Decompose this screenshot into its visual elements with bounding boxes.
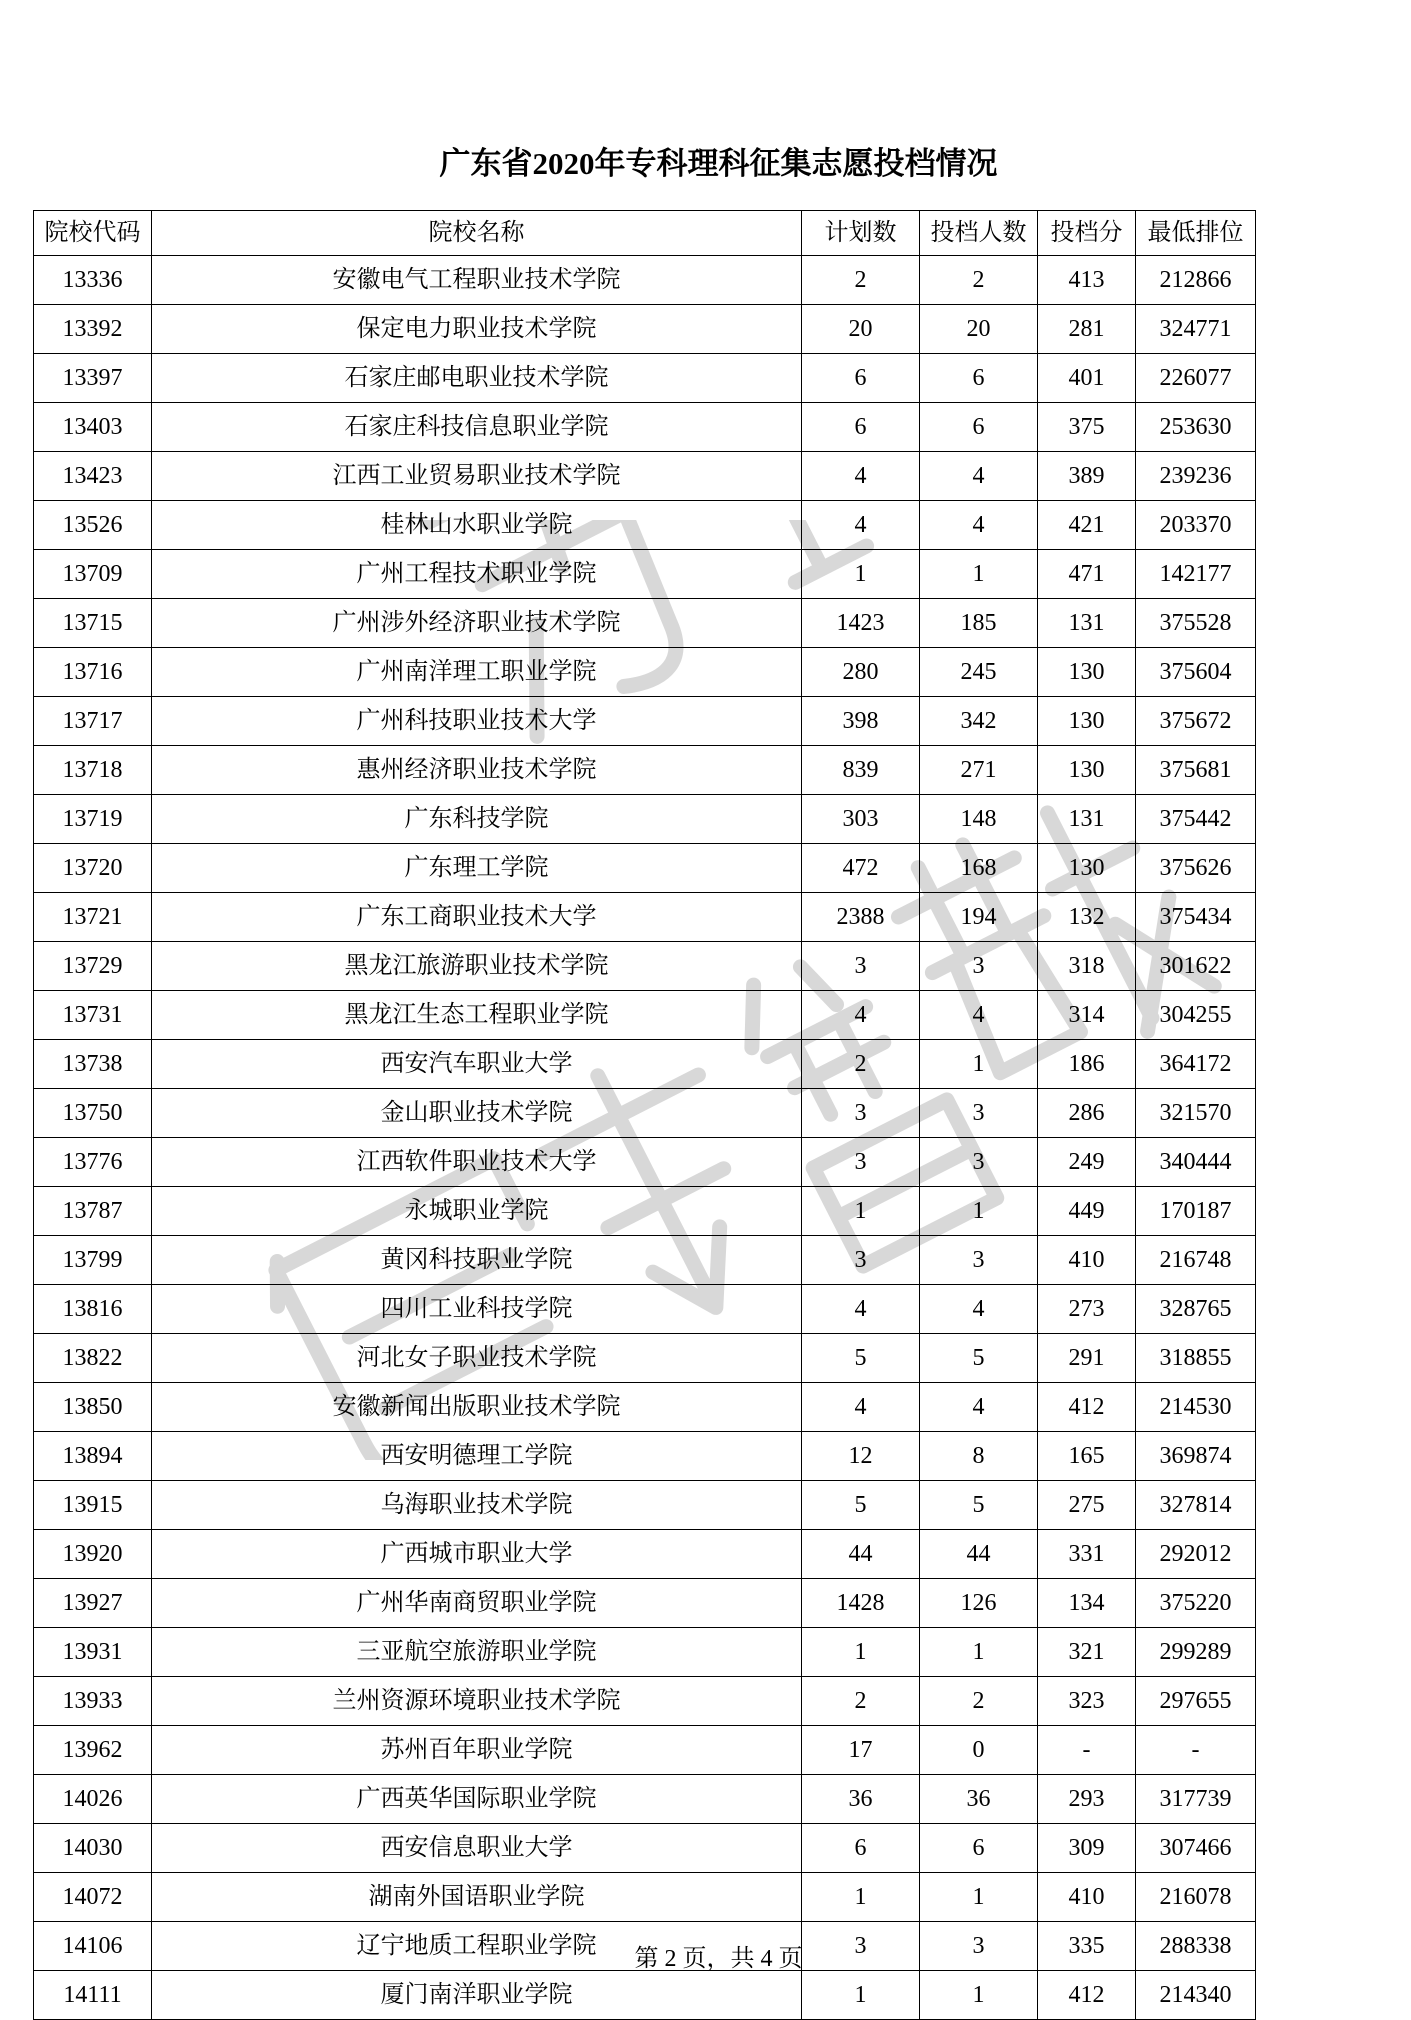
cell-code: 14026 bbox=[34, 1775, 152, 1824]
cell-score: 375 bbox=[1038, 403, 1136, 452]
cell-rank: 239236 bbox=[1136, 452, 1256, 501]
cell-score: 412 bbox=[1038, 1383, 1136, 1432]
cell-score: 335 bbox=[1038, 1922, 1136, 1971]
cell-name: 广东工商职业技术大学 bbox=[152, 893, 802, 942]
table-row bbox=[34, 305, 1256, 354]
cell-plan: 1 bbox=[802, 550, 920, 599]
cell-name: 乌海职业技术学院 bbox=[152, 1481, 802, 1530]
table-row bbox=[34, 550, 1256, 599]
cell-code: 13718 bbox=[34, 746, 152, 795]
cell-admitted: 5 bbox=[920, 1481, 1038, 1530]
cell-rank: 375442 bbox=[1136, 795, 1256, 844]
cell-plan: 17 bbox=[802, 1726, 920, 1775]
cell-admitted: 44 bbox=[920, 1530, 1038, 1579]
cell-score: 130 bbox=[1038, 746, 1136, 795]
cell-score: 273 bbox=[1038, 1285, 1136, 1334]
table-row bbox=[34, 1334, 1256, 1383]
cell-score: 293 bbox=[1038, 1775, 1136, 1824]
cell-name: 江西软件职业技术大学 bbox=[152, 1138, 802, 1187]
table-row bbox=[34, 354, 1256, 403]
cell-admitted: 4 bbox=[920, 991, 1038, 1040]
cell-rank: 364172 bbox=[1136, 1040, 1256, 1089]
cell-admitted: 8 bbox=[920, 1432, 1038, 1481]
cell-name: 广州工程技术职业学院 bbox=[152, 550, 802, 599]
cell-admitted: 185 bbox=[920, 599, 1038, 648]
table-row bbox=[34, 1971, 1256, 2020]
cell-plan: 2 bbox=[802, 256, 920, 305]
cell-name: 石家庄科技信息职业学院 bbox=[152, 403, 802, 452]
cell-code: 13729 bbox=[34, 942, 152, 991]
cell-code: 13738 bbox=[34, 1040, 152, 1089]
cell-code: 14106 bbox=[34, 1922, 152, 1971]
cell-code: 13850 bbox=[34, 1383, 152, 1432]
cell-code: 13717 bbox=[34, 697, 152, 746]
cell-plan: 3 bbox=[802, 1922, 920, 1971]
data-table-container bbox=[33, 210, 1244, 2020]
cell-name: 四川工业科技学院 bbox=[152, 1285, 802, 1334]
cell-code: 13894 bbox=[34, 1432, 152, 1481]
table-row bbox=[34, 942, 1256, 991]
cell-score: 165 bbox=[1038, 1432, 1136, 1481]
cell-plan: 4 bbox=[802, 452, 920, 501]
cell-admitted: 245 bbox=[920, 648, 1038, 697]
cell-plan: 1428 bbox=[802, 1579, 920, 1628]
cell-admitted: 3 bbox=[920, 1089, 1038, 1138]
cell-rank: 214340 bbox=[1136, 1971, 1256, 2020]
cell-score: 389 bbox=[1038, 452, 1136, 501]
cell-score: 471 bbox=[1038, 550, 1136, 599]
cell-name: 西安信息职业大学 bbox=[152, 1824, 802, 1873]
cell-score: 410 bbox=[1038, 1873, 1136, 1922]
cell-rank: 327814 bbox=[1136, 1481, 1256, 1530]
cell-name: 广州华南商贸职业学院 bbox=[152, 1579, 802, 1628]
cell-name: 湖南外国语职业学院 bbox=[152, 1873, 802, 1922]
cell-plan: 1 bbox=[802, 1873, 920, 1922]
cell-code: 13822 bbox=[34, 1334, 152, 1383]
cell-plan: 3 bbox=[802, 942, 920, 991]
cell-plan: 12 bbox=[802, 1432, 920, 1481]
cell-plan: 36 bbox=[802, 1775, 920, 1824]
cell-plan: 2 bbox=[802, 1677, 920, 1726]
cell-rank: 375528 bbox=[1136, 599, 1256, 648]
cell-plan: 3 bbox=[802, 1138, 920, 1187]
table-row bbox=[34, 1726, 1256, 1775]
cell-code: 13721 bbox=[34, 893, 152, 942]
cell-score: 413 bbox=[1038, 256, 1136, 305]
cell-name: 兰州资源环境职业技术学院 bbox=[152, 1677, 802, 1726]
table-row bbox=[34, 1579, 1256, 1628]
cell-plan: 20 bbox=[802, 305, 920, 354]
admission-table bbox=[33, 210, 1256, 2020]
cell-admitted: 1 bbox=[920, 550, 1038, 599]
cell-rank: 375220 bbox=[1136, 1579, 1256, 1628]
cell-admitted: 1 bbox=[920, 1187, 1038, 1236]
cell-rank: 375626 bbox=[1136, 844, 1256, 893]
cell-rank: 318855 bbox=[1136, 1334, 1256, 1383]
cell-name: 金山职业技术学院 bbox=[152, 1089, 802, 1138]
cell-name: 西安汽车职业大学 bbox=[152, 1040, 802, 1089]
cell-code: 13927 bbox=[34, 1579, 152, 1628]
cell-plan: 6 bbox=[802, 354, 920, 403]
cell-rank: 375604 bbox=[1136, 648, 1256, 697]
cell-admitted: 3 bbox=[920, 1922, 1038, 1971]
cell-name: 保定电力职业技术学院 bbox=[152, 305, 802, 354]
table-row bbox=[34, 844, 1256, 893]
cell-name: 永城职业学院 bbox=[152, 1187, 802, 1236]
cell-rank: - bbox=[1136, 1726, 1256, 1775]
cell-name: 广州涉外经济职业技术学院 bbox=[152, 599, 802, 648]
cell-name: 西安明德理工学院 bbox=[152, 1432, 802, 1481]
cell-score: 130 bbox=[1038, 648, 1136, 697]
table-row bbox=[34, 1138, 1256, 1187]
cell-name: 河北女子职业技术学院 bbox=[152, 1334, 802, 1383]
cell-admitted: 168 bbox=[920, 844, 1038, 893]
cell-rank: 288338 bbox=[1136, 1922, 1256, 1971]
cell-admitted: 3 bbox=[920, 1138, 1038, 1187]
cell-code: 13962 bbox=[34, 1726, 152, 1775]
column-header-admitted: 投档人数 bbox=[920, 211, 1038, 256]
table-row bbox=[34, 501, 1256, 550]
table-row bbox=[34, 1187, 1256, 1236]
cell-rank: 216078 bbox=[1136, 1873, 1256, 1922]
cell-score: 318 bbox=[1038, 942, 1136, 991]
table-row bbox=[34, 795, 1256, 844]
cell-plan: 280 bbox=[802, 648, 920, 697]
cell-code: 13423 bbox=[34, 452, 152, 501]
cell-admitted: 2 bbox=[920, 256, 1038, 305]
cell-name: 惠州经济职业技术学院 bbox=[152, 746, 802, 795]
column-header-name: 院校名称 bbox=[152, 211, 802, 256]
cell-name: 黑龙江生态工程职业学院 bbox=[152, 991, 802, 1040]
cell-admitted: 3 bbox=[920, 1236, 1038, 1285]
cell-admitted: 3 bbox=[920, 942, 1038, 991]
table-row bbox=[34, 1236, 1256, 1285]
cell-code: 13816 bbox=[34, 1285, 152, 1334]
cell-rank: 299289 bbox=[1136, 1628, 1256, 1677]
table-row bbox=[34, 599, 1256, 648]
cell-name: 辽宁地质工程职业学院 bbox=[152, 1922, 802, 1971]
cell-score: 131 bbox=[1038, 795, 1136, 844]
cell-score: 291 bbox=[1038, 1334, 1136, 1383]
cell-admitted: 20 bbox=[920, 305, 1038, 354]
cell-score: 130 bbox=[1038, 844, 1136, 893]
cell-plan: 4 bbox=[802, 1285, 920, 1334]
cell-rank: 369874 bbox=[1136, 1432, 1256, 1481]
cell-code: 13915 bbox=[34, 1481, 152, 1530]
table-row bbox=[34, 1628, 1256, 1677]
cell-score: 132 bbox=[1038, 893, 1136, 942]
cell-name: 三亚航空旅游职业学院 bbox=[152, 1628, 802, 1677]
cell-rank: 142177 bbox=[1136, 550, 1256, 599]
cell-code: 14111 bbox=[34, 1971, 152, 2020]
table-head bbox=[34, 211, 1256, 256]
cell-plan: 1 bbox=[802, 1971, 920, 2020]
table-row bbox=[34, 648, 1256, 697]
cell-admitted: 1 bbox=[920, 1971, 1038, 2020]
cell-admitted: 126 bbox=[920, 1579, 1038, 1628]
cell-code: 13336 bbox=[34, 256, 152, 305]
cell-code: 13392 bbox=[34, 305, 152, 354]
cell-rank: 321570 bbox=[1136, 1089, 1256, 1138]
column-header-plan: 计划数 bbox=[802, 211, 920, 256]
cell-score: 401 bbox=[1038, 354, 1136, 403]
cell-name: 广州南洋理工职业学院 bbox=[152, 648, 802, 697]
cell-rank: 317739 bbox=[1136, 1775, 1256, 1824]
table-row bbox=[34, 1285, 1256, 1334]
cell-score: 449 bbox=[1038, 1187, 1136, 1236]
cell-plan: 1423 bbox=[802, 599, 920, 648]
cell-admitted: 4 bbox=[920, 501, 1038, 550]
cell-score: 186 bbox=[1038, 1040, 1136, 1089]
table-row bbox=[34, 1040, 1256, 1089]
cell-rank: 214530 bbox=[1136, 1383, 1256, 1432]
cell-code: 13750 bbox=[34, 1089, 152, 1138]
cell-code: 14030 bbox=[34, 1824, 152, 1873]
column-header-score: 投档分 bbox=[1038, 211, 1136, 256]
cell-score: 421 bbox=[1038, 501, 1136, 550]
table-header-row bbox=[34, 211, 1256, 256]
cell-name: 安徽新闻出版职业技术学院 bbox=[152, 1383, 802, 1432]
cell-admitted: 6 bbox=[920, 1824, 1038, 1873]
cell-name: 黄冈科技职业学院 bbox=[152, 1236, 802, 1285]
cell-plan: 6 bbox=[802, 403, 920, 452]
cell-code: 13719 bbox=[34, 795, 152, 844]
cell-rank: 304255 bbox=[1136, 991, 1256, 1040]
cell-code: 13720 bbox=[34, 844, 152, 893]
cell-rank: 340444 bbox=[1136, 1138, 1256, 1187]
cell-code: 13933 bbox=[34, 1677, 152, 1726]
table-row bbox=[34, 697, 1256, 746]
cell-code: 13709 bbox=[34, 550, 152, 599]
cell-name: 安徽电气工程职业技术学院 bbox=[152, 256, 802, 305]
cell-score: 309 bbox=[1038, 1824, 1136, 1873]
cell-name: 江西工业贸易职业技术学院 bbox=[152, 452, 802, 501]
cell-plan: 1 bbox=[802, 1187, 920, 1236]
cell-code: 13776 bbox=[34, 1138, 152, 1187]
cell-rank: 203370 bbox=[1136, 501, 1256, 550]
cell-plan: 839 bbox=[802, 746, 920, 795]
cell-admitted: 5 bbox=[920, 1334, 1038, 1383]
table-row bbox=[34, 893, 1256, 942]
cell-plan: 4 bbox=[802, 991, 920, 1040]
table-row bbox=[34, 1383, 1256, 1432]
cell-rank: 328765 bbox=[1136, 1285, 1256, 1334]
page-footer: 第 2 页，共 4 页 bbox=[634, 1946, 803, 1972]
cell-code: 13920 bbox=[34, 1530, 152, 1579]
cell-code: 14072 bbox=[34, 1873, 152, 1922]
table-row bbox=[34, 256, 1256, 305]
cell-score: 249 bbox=[1038, 1138, 1136, 1187]
cell-plan: 5 bbox=[802, 1481, 920, 1530]
cell-plan: 44 bbox=[802, 1530, 920, 1579]
cell-admitted: 342 bbox=[920, 697, 1038, 746]
cell-name: 广东科技学院 bbox=[152, 795, 802, 844]
cell-admitted: 148 bbox=[920, 795, 1038, 844]
table-row bbox=[34, 403, 1256, 452]
cell-plan: 398 bbox=[802, 697, 920, 746]
table-row bbox=[34, 1481, 1256, 1530]
cell-admitted: 1 bbox=[920, 1873, 1038, 1922]
cell-rank: 375681 bbox=[1136, 746, 1256, 795]
cell-plan: 472 bbox=[802, 844, 920, 893]
cell-score: 331 bbox=[1038, 1530, 1136, 1579]
table-row bbox=[34, 452, 1256, 501]
cell-admitted: 1 bbox=[920, 1040, 1038, 1089]
cell-code: 13931 bbox=[34, 1628, 152, 1677]
cell-name: 厦门南洋职业学院 bbox=[152, 1971, 802, 2020]
cell-code: 13715 bbox=[34, 599, 152, 648]
cell-code: 13799 bbox=[34, 1236, 152, 1285]
cell-admitted: 0 bbox=[920, 1726, 1038, 1775]
cell-rank: 212866 bbox=[1136, 256, 1256, 305]
cell-admitted: 4 bbox=[920, 452, 1038, 501]
cell-plan: 3 bbox=[802, 1236, 920, 1285]
cell-admitted: 194 bbox=[920, 893, 1038, 942]
cell-plan: 4 bbox=[802, 1383, 920, 1432]
cell-plan: 2 bbox=[802, 1040, 920, 1089]
cell-rank: 301622 bbox=[1136, 942, 1256, 991]
cell-plan: 6 bbox=[802, 1824, 920, 1873]
cell-code: 13526 bbox=[34, 501, 152, 550]
cell-rank: 253630 bbox=[1136, 403, 1256, 452]
cell-admitted: 4 bbox=[920, 1285, 1038, 1334]
cell-code: 13403 bbox=[34, 403, 152, 452]
table-row bbox=[34, 1677, 1256, 1726]
cell-score: 130 bbox=[1038, 697, 1136, 746]
cell-score: 131 bbox=[1038, 599, 1136, 648]
cell-rank: 375434 bbox=[1136, 893, 1256, 942]
cell-admitted: 4 bbox=[920, 1383, 1038, 1432]
cell-name: 黑龙江旅游职业技术学院 bbox=[152, 942, 802, 991]
cell-admitted: 1 bbox=[920, 1628, 1038, 1677]
table-row bbox=[34, 991, 1256, 1040]
table-row bbox=[34, 1775, 1256, 1824]
cell-plan: 3 bbox=[802, 1089, 920, 1138]
cell-code: 13716 bbox=[34, 648, 152, 697]
cell-score: 323 bbox=[1038, 1677, 1136, 1726]
cell-rank: 170187 bbox=[1136, 1187, 1256, 1236]
cell-plan: 2388 bbox=[802, 893, 920, 942]
table-row bbox=[34, 746, 1256, 795]
cell-score: 410 bbox=[1038, 1236, 1136, 1285]
cell-code: 13787 bbox=[34, 1187, 152, 1236]
cell-name: 桂林山水职业学院 bbox=[152, 501, 802, 550]
cell-admitted: 6 bbox=[920, 354, 1038, 403]
cell-name: 广西城市职业大学 bbox=[152, 1530, 802, 1579]
cell-rank: 324771 bbox=[1136, 305, 1256, 354]
cell-admitted: 36 bbox=[920, 1775, 1038, 1824]
cell-plan: 4 bbox=[802, 501, 920, 550]
cell-name: 广西英华国际职业学院 bbox=[152, 1775, 802, 1824]
cell-name: 苏州百年职业学院 bbox=[152, 1726, 802, 1775]
cell-score: 275 bbox=[1038, 1481, 1136, 1530]
cell-score: - bbox=[1038, 1726, 1136, 1775]
cell-score: 281 bbox=[1038, 305, 1136, 354]
cell-score: 286 bbox=[1038, 1089, 1136, 1138]
table-body bbox=[34, 256, 1256, 2020]
cell-admitted: 2 bbox=[920, 1677, 1038, 1726]
cell-plan: 1 bbox=[802, 1628, 920, 1677]
cell-rank: 307466 bbox=[1136, 1824, 1256, 1873]
cell-rank: 292012 bbox=[1136, 1530, 1256, 1579]
cell-admitted: 271 bbox=[920, 746, 1038, 795]
cell-admitted: 6 bbox=[920, 403, 1038, 452]
cell-score: 134 bbox=[1038, 1579, 1136, 1628]
cell-rank: 216748 bbox=[1136, 1236, 1256, 1285]
table-row bbox=[34, 1530, 1256, 1579]
cell-code: 13397 bbox=[34, 354, 152, 403]
cell-code: 13731 bbox=[34, 991, 152, 1040]
cell-name: 广东理工学院 bbox=[152, 844, 802, 893]
cell-name: 广州科技职业技术大学 bbox=[152, 697, 802, 746]
cell-score: 321 bbox=[1038, 1628, 1136, 1677]
cell-score: 412 bbox=[1038, 1971, 1136, 2020]
column-header-rank: 最低排位 bbox=[1136, 211, 1256, 256]
cell-rank: 297655 bbox=[1136, 1677, 1256, 1726]
cell-name: 石家庄邮电职业技术学院 bbox=[152, 354, 802, 403]
table-row bbox=[34, 1824, 1256, 1873]
cell-rank: 375672 bbox=[1136, 697, 1256, 746]
column-header-code: 院校代码 bbox=[34, 211, 152, 256]
cell-plan: 5 bbox=[802, 1334, 920, 1383]
table-row bbox=[34, 1873, 1256, 1922]
cell-rank: 226077 bbox=[1136, 354, 1256, 403]
cell-score: 314 bbox=[1038, 991, 1136, 1040]
table-row bbox=[34, 1432, 1256, 1481]
table-row bbox=[34, 1089, 1256, 1138]
page-title: 广东省2020年专科理科征集志愿投档情况 bbox=[439, 146, 998, 181]
cell-plan: 303 bbox=[802, 795, 920, 844]
